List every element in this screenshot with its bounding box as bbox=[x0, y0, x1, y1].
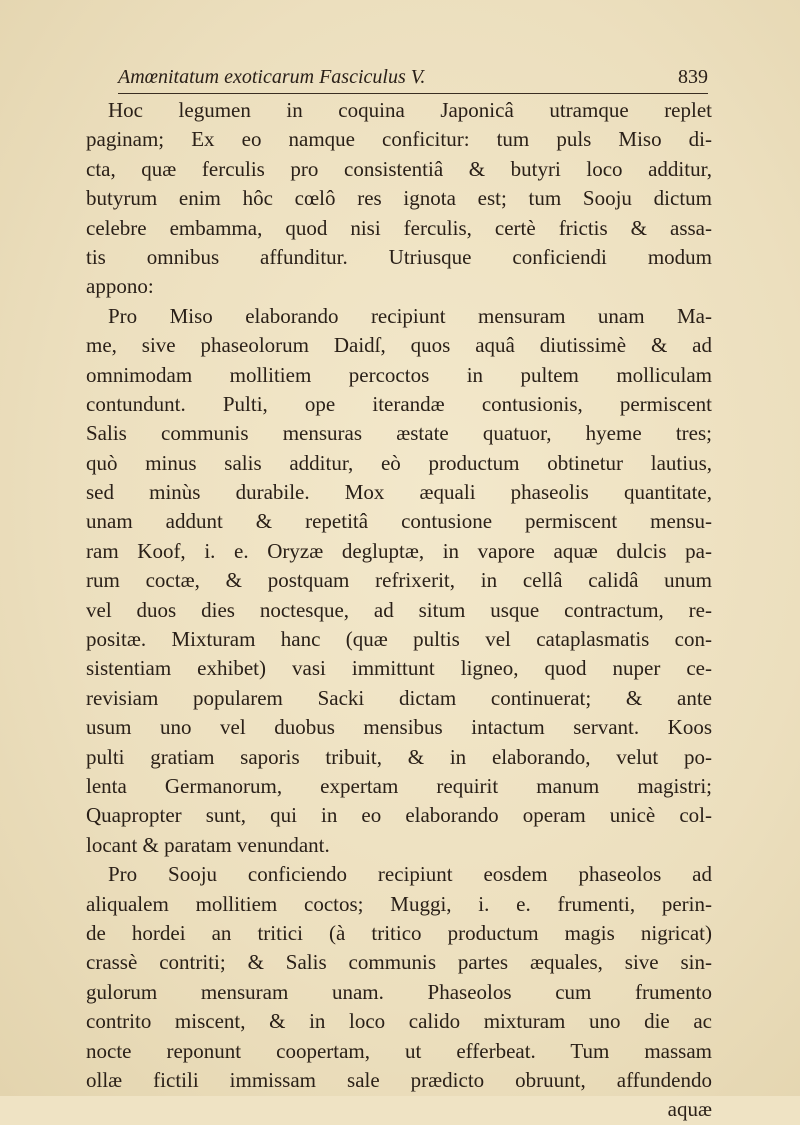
text-line: Hoc legumen in coquina Japonicâ utramque replet bbox=[108, 98, 712, 122]
text-line: cta, quæ ferculis pro consistentiâ & butyri loco additur, bbox=[86, 156, 712, 181]
text-line: crassè contriti; & Salis communis partes æquales, sive sin- bbox=[86, 950, 712, 975]
text-line: pulti gratiam saporis tribuit, & in elaborando, velut po- bbox=[86, 744, 712, 769]
text-line: locant & paratam venundant. bbox=[86, 832, 330, 857]
text-line: appono: bbox=[86, 274, 154, 299]
text-line: paginam; Ex eo namque conficitur: tum puls Miso di- bbox=[86, 127, 712, 152]
text-line: de hordei an tritici (à tritico productum magis nigricat) bbox=[86, 920, 712, 945]
page-number: 839 bbox=[678, 66, 708, 88]
text-line: rum coctæ, & postquam refrixerit, in cellâ calidâ unum bbox=[86, 568, 712, 593]
text-line: omnimodam mollitiem percoctos in pultem molliculam bbox=[86, 362, 712, 387]
text-line: aliqualem mollitiem coctos; Muggi, i. e. frumenti, perin- bbox=[86, 891, 712, 916]
text-line: positæ. Mixturam hanc (quæ pultis vel cataplasmatis con- bbox=[86, 627, 712, 652]
text-body bbox=[86, 96, 712, 1125]
text-line: me, sive phaseolorum Daidſ, quos aquâ diutissimè & ad bbox=[86, 333, 712, 358]
text-line: vel duos dies noctesque, ad situm usque contractum, re- bbox=[86, 597, 712, 622]
text-line: lenta Germanorum, expertam requirit manum magistri; bbox=[86, 773, 712, 798]
text-line: revisiam popularem Sacki dictam continuerat; & ante bbox=[86, 685, 712, 710]
text-line: gulorum mensuram unam. Phaseolos cum frumento bbox=[86, 979, 712, 1004]
text-line: butyrum enim hôc cœlô res ignota est; tum Sooju dictum bbox=[86, 186, 712, 211]
text-line: usum uno vel duobus mensibus intactum servant. Koos bbox=[86, 715, 712, 740]
text-line: nocte reponunt coopertam, ut efferbeat. Tum massam bbox=[86, 1038, 712, 1063]
text-line: sistentiam exhibet) vasi immittunt ligneo, quod nuper ce- bbox=[86, 656, 712, 681]
text-line: contundunt. Pulti, ope iterandæ contusionis, permiscent bbox=[86, 391, 712, 416]
running-title: Amœnitatum exoticarum Fasciculus V. bbox=[118, 66, 426, 88]
text-line: sed minùs durabile. Mox æquali phaseolis quantitate, bbox=[86, 480, 712, 505]
text-line: celebre embamma, quod nisi ferculis, certè frictis & assa- bbox=[86, 215, 712, 240]
text-line: aquæ bbox=[667, 1097, 712, 1122]
text-line: Pro Miso elaborando recipiunt mensuram unam Ma- bbox=[108, 303, 712, 328]
text-line: ollæ fictili immissam sale prædicto obruunt, affundendo bbox=[86, 1067, 712, 1092]
text-line: quò minus salis additur, eò productum obtinetur lautius, bbox=[86, 450, 712, 475]
text-line: Pro Sooju conficiendo recipiunt eosdem phaseolos ad bbox=[108, 862, 712, 887]
text-line: unam addunt & repetitâ contusione permiscent mensu- bbox=[86, 509, 712, 534]
text-line: tis omnibus affunditur. Utriusque conficiendi modum bbox=[86, 244, 712, 269]
text-line: contrito miscent, & in loco calido mixturam uno die ac bbox=[86, 1009, 712, 1034]
text-line: ram Koof, i. e. Oryzæ degluptæ, in vapore aquæ dulcis pa- bbox=[86, 538, 712, 563]
text-line: Salis communis mensuras æstate quatuor, hyeme tres; bbox=[86, 421, 712, 446]
running-header bbox=[118, 66, 708, 94]
text-line: Quapropter sunt, qui in eo elaborando operam unicè col- bbox=[86, 803, 712, 828]
